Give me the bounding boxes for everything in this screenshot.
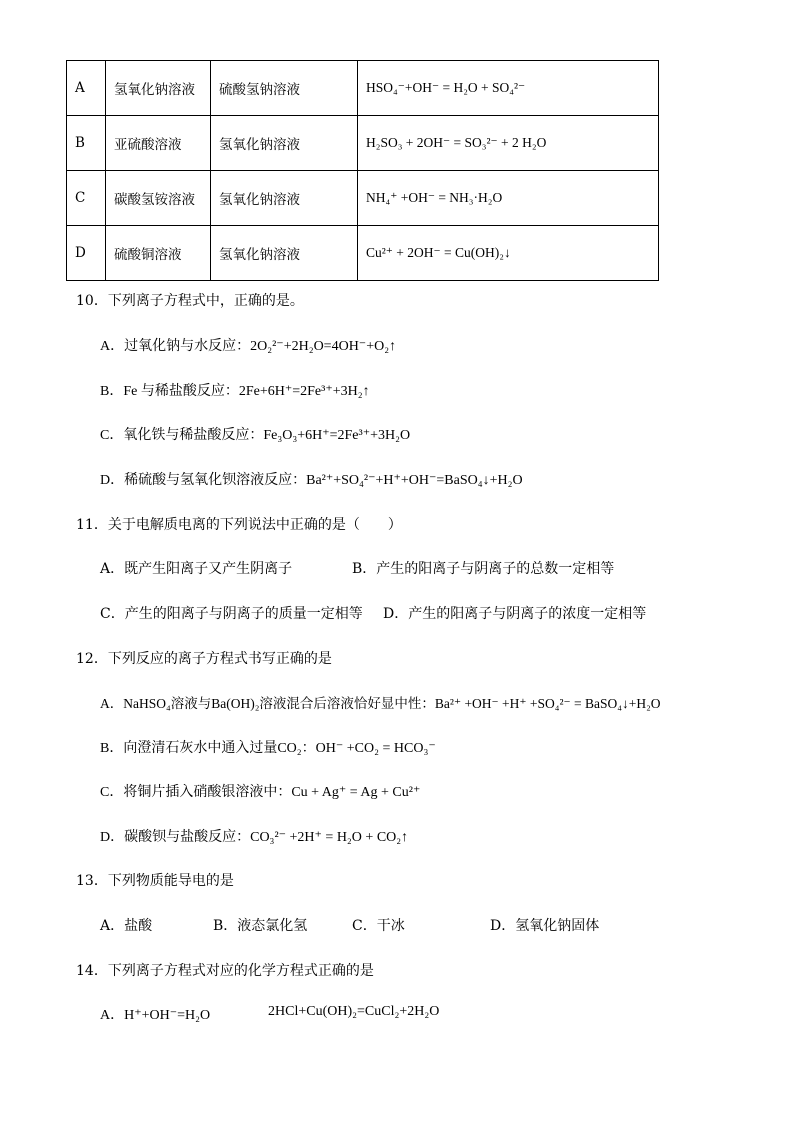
q12-option-c: C．将铜片插入硝酸银溶液中：Cu + Ag⁺ = Ag + Cu²⁺ bbox=[100, 785, 421, 800]
ionic-equation: H₂SO₃ + 2OH⁻ = SO₃²⁻ + 2 H₂O bbox=[358, 116, 659, 171]
table-row bbox=[67, 61, 659, 116]
row-letter: D bbox=[67, 226, 106, 281]
reagent-1: 硫酸铜溶液 bbox=[106, 226, 211, 281]
q10-option-d: D．稀硫酸与氢氧化钡溶液反应：Ba²⁺+SO₄²⁻+H⁺+OH⁻=BaSO₄↓+H₂O bbox=[100, 473, 523, 488]
reagent-1: 碳酸氢铵溶液 bbox=[106, 171, 211, 226]
q14-option-a-molecular: 2HCl+Cu(OH)₂=CuCl₂+2H₂O bbox=[268, 1004, 440, 1019]
q10-option-c: C．氧化铁与稀盐酸反应：Fe₃O₃+6H⁺=2Fe³⁺+3H₂O bbox=[100, 428, 411, 443]
row-letter: C bbox=[67, 171, 106, 226]
q13-option-b: B．液态氯化氢 bbox=[213, 918, 308, 934]
q14-option-a-ionic: A．H⁺+OH⁻=H₂O bbox=[100, 1008, 211, 1023]
table-row bbox=[67, 226, 659, 281]
ionic-equation: NH₄⁺ +OH⁻ = NH₃·H₂O bbox=[358, 171, 659, 226]
reagent-2: 氢氧化钠溶液 bbox=[211, 116, 358, 171]
reagent-1: 亚硫酸溶液 bbox=[106, 116, 211, 171]
table-row bbox=[67, 171, 659, 226]
q12-option-d: D．碳酸钡与盐酸反应：CO₃²⁻ +2H⁺ = H₂O + CO₂↑ bbox=[100, 830, 409, 845]
table-row bbox=[67, 116, 659, 171]
q11-option-c: C．产生的阳离子与阴离子的质量一定相等 bbox=[100, 606, 363, 622]
q12-option-a: A．NaHSO₄溶液与Ba(OH)₂溶液混合后溶液恰好显中性：Ba²⁺ +OH⁻ +H⁺ +SO₄²⁻ = BaSO₄↓+H₂O bbox=[100, 696, 661, 711]
q10-option-a: A．过氧化钠与水反应：2O₂²⁻+2H₂O=4OH⁻+O₂↑ bbox=[100, 339, 397, 354]
ionic-equation: HSO₄⁻+OH⁻ = H₂O + SO₄²⁻ bbox=[358, 61, 659, 116]
reaction-table bbox=[66, 60, 659, 281]
q12-option-b: B．向澄清石灰水中通入过量CO₂：OH⁻ +CO₂ = HCO₃⁻ bbox=[100, 741, 436, 756]
q11-option-a: A．既产生阳离子又产生阴离子 bbox=[100, 561, 293, 577]
q13-option-a: A．盐酸 bbox=[100, 918, 153, 934]
question-12-stem: 12．下列反应的离子方程式书写正确的是 bbox=[76, 651, 332, 667]
reagent-2: 硫酸氢钠溶液 bbox=[211, 61, 358, 116]
q11-option-d: D．产生的阳离子与阴离子的浓度一定相等 bbox=[383, 606, 647, 622]
q13-option-c: C．干冰 bbox=[352, 918, 405, 934]
reagent-1: 氢氧化钠溶液 bbox=[106, 61, 211, 116]
row-letter: A bbox=[67, 61, 106, 116]
reagent-2: 氢氧化钠溶液 bbox=[211, 226, 358, 281]
row-letter: B bbox=[67, 116, 106, 171]
q10-option-b: B．Fe 与稀盐酸反应：2Fe+6H⁺=2Fe³⁺+3H₂↑ bbox=[100, 384, 370, 399]
reagent-2: 氢氧化钠溶液 bbox=[211, 171, 358, 226]
ionic-equation: Cu²⁺ + 2OH⁻ = Cu(OH)₂↓ bbox=[358, 226, 659, 281]
q11-option-b: B．产生的阳离子与阴离子的总数一定相等 bbox=[352, 561, 615, 577]
question-10-stem: 10．下列离子方程式中，正确的是。 bbox=[76, 293, 304, 309]
question-11-stem: 11．关于电解质电离的下列说法中正确的是（ ） bbox=[76, 517, 402, 533]
q13-option-d: D．氢氧化钠固体 bbox=[490, 918, 600, 934]
question-13-stem: 13．下列物质能导电的是 bbox=[76, 873, 234, 889]
question-14-stem: 14．下列离子方程式对应的化学方程式正确的是 bbox=[76, 963, 374, 979]
